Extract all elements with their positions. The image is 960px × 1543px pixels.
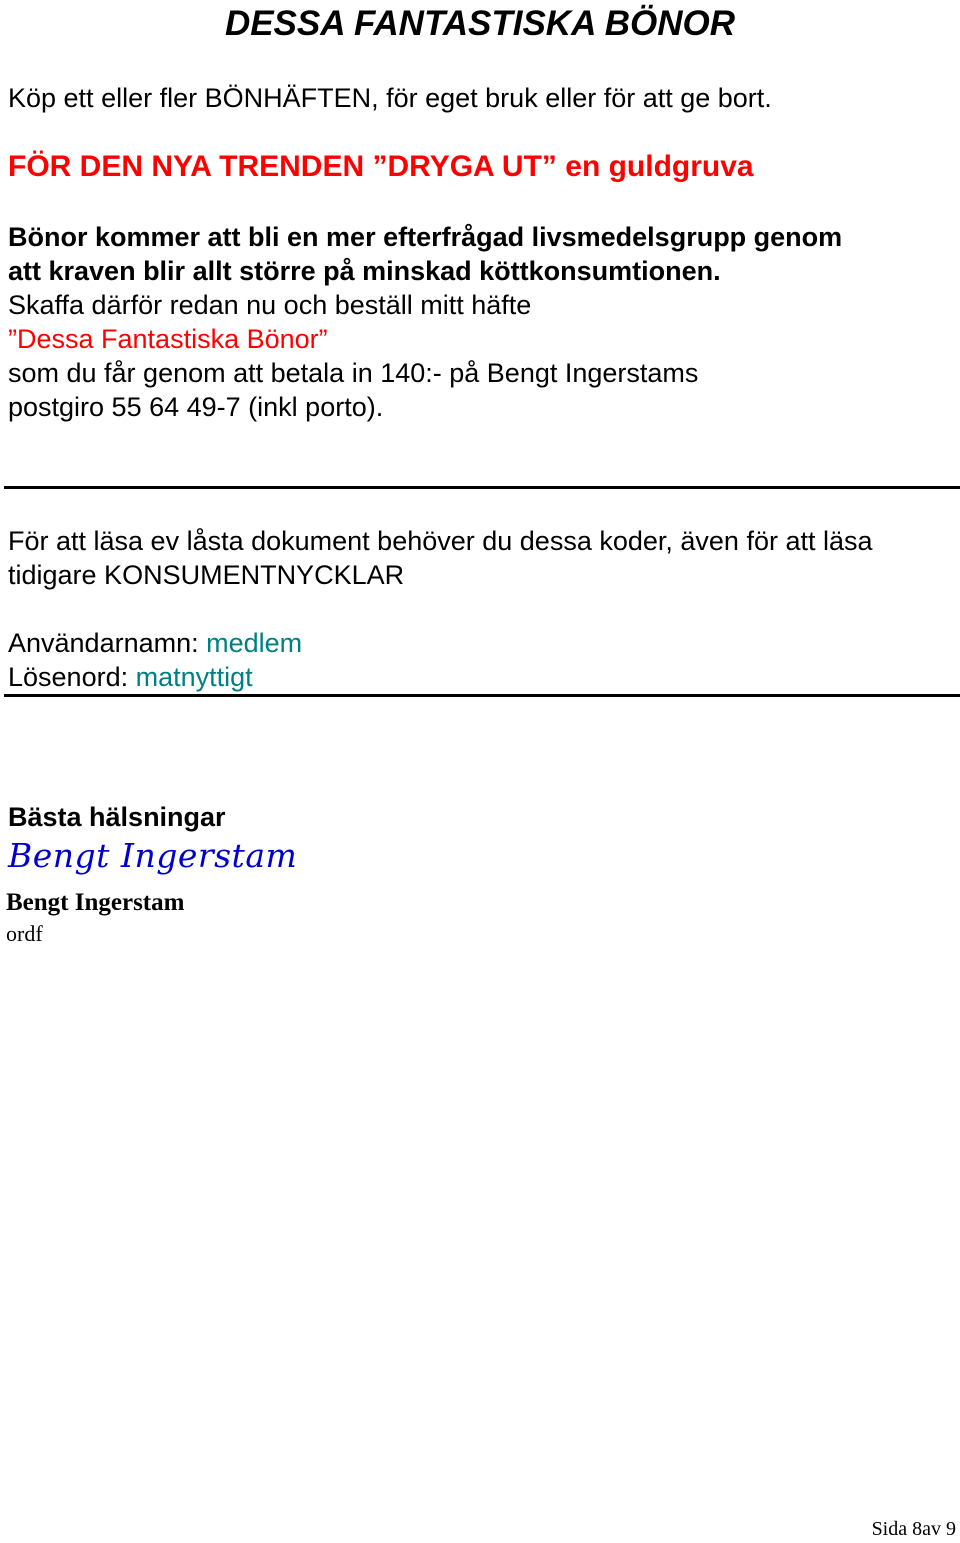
signer-name: Bengt Ingerstam [6, 889, 185, 916]
booklet-title: ”Dessa Fantastiska Bönor” [8, 324, 328, 354]
handwritten-signature: Bengt Ingerstam [8, 836, 298, 875]
divider-top [4, 486, 960, 489]
signer-role: ordf [6, 921, 43, 946]
page-title: DESSA FANTASTISKA BÖNOR [224, 4, 736, 43]
password-value: matnyttigt [135, 662, 253, 692]
username-row [8, 626, 302, 660]
divider-bottom [4, 694, 960, 697]
bold-line-2: att kraven blir allt större på minskad köttkonsumtionen. [8, 256, 721, 286]
payment-line-1: som du får genom att betala in 140:- på Bengt Ingerstams [8, 358, 699, 388]
password-label: Lösenord: [8, 662, 129, 692]
bold-line-1: Bönor kommer att bli en mer efterfrågad livsmedelsgrupp genom [8, 222, 843, 252]
locked-line-2: tidigare KONSUMENTNYCKLAR [8, 560, 405, 590]
payment-line-2: postgiro 55 64 49-7 (inkl porto). [8, 392, 384, 422]
intro-text: Köp ett eller fler BÖNHÄFTEN, för eget bruk eller för att ge bort. [8, 83, 772, 113]
order-line: Skaffa därför redan nu och beställ mitt häfte [8, 290, 532, 320]
username-label: Användarnamn: [8, 628, 199, 658]
headline: FÖR DEN NYA TRENDEN ”DRYGA UT” en guldgruva [8, 150, 754, 183]
greeting: Bästa hälsningar [8, 802, 226, 832]
page-number: Sida 8av 9 [871, 1518, 956, 1540]
locked-line-1: För att läsa ev låsta dokument behöver du dessa koder, även för att läsa [8, 526, 873, 556]
username-value: medlem [206, 628, 303, 658]
password-row [8, 660, 253, 694]
